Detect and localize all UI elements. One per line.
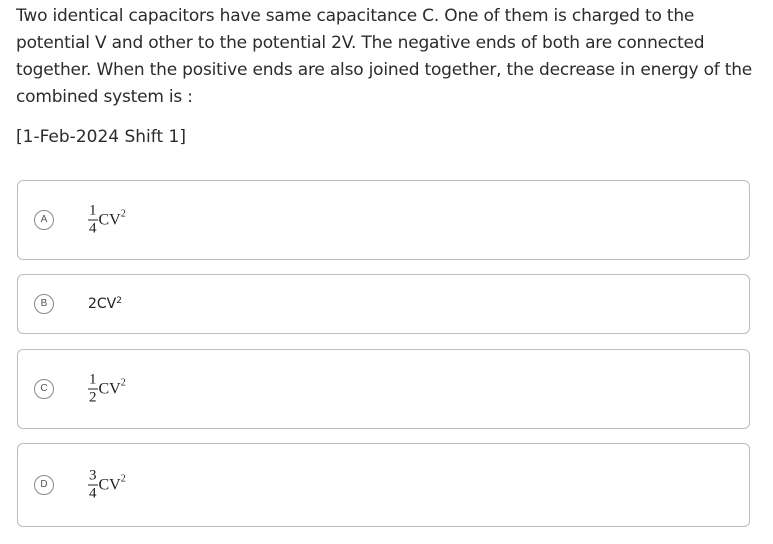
option-d-exponent: 2: [120, 473, 126, 485]
question-text: Two identical capacitors have same capacitance C. One of them is charged to the potential V and other to the potential 2V. The negative ends of both are connected together. When the positive ends are also joined together, the decrease in energy of the combined system is :: [16, 6, 753, 107]
option-c-base: CV: [98, 380, 121, 397]
option-d-formula: [88, 469, 126, 502]
option-d-numerator: 3: [89, 467, 97, 484]
option-b-badge: B: [34, 294, 54, 314]
option-c-badge: C: [34, 379, 54, 399]
option-a-fraction: [88, 204, 98, 237]
option-c-numerator: 1: [89, 371, 97, 388]
option-c-formula: [88, 373, 126, 406]
option-a-badge: A: [34, 210, 54, 230]
option-d-base: CV: [98, 476, 121, 493]
option-c[interactable]: [17, 349, 750, 429]
option-a-formula: [88, 204, 126, 237]
option-a-denominator: 4: [89, 220, 97, 237]
option-d[interactable]: [17, 443, 750, 527]
option-b[interactable]: [17, 274, 750, 334]
option-d-badge: D: [34, 475, 54, 495]
question-source: [1-Feb-2024 Shift 1]: [16, 127, 186, 147]
option-c-exponent: 2: [120, 377, 126, 389]
option-a-numerator: 1: [89, 202, 97, 219]
option-a-exponent: 2: [120, 208, 126, 220]
option-a[interactable]: [17, 180, 750, 260]
option-b-exponent: 2: [116, 296, 122, 306]
option-b-formula: [88, 296, 122, 312]
option-c-fraction: [88, 373, 98, 406]
option-a-base: CV: [98, 211, 121, 228]
option-d-fraction: [88, 469, 98, 502]
option-c-denominator: 2: [89, 389, 97, 406]
option-d-denominator: 4: [89, 485, 97, 502]
option-b-text: 2CV: [88, 296, 117, 312]
